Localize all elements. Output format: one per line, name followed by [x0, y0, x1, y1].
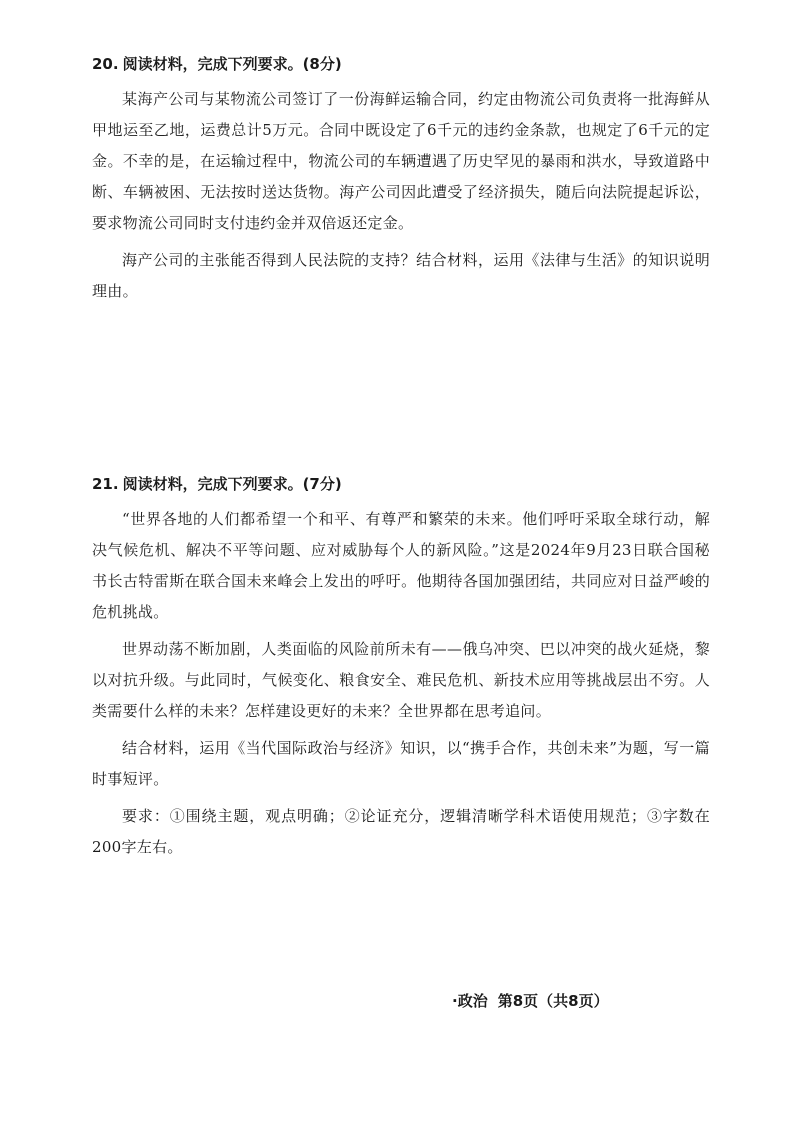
footer-page-number: 第8页（共8页）	[497, 992, 609, 1010]
question-20	[92, 54, 710, 313]
question-21-material-2: 世界动荡不断加剧，人类面临的风险前所未有——俄乌冲突、巴以冲突的战火延烧，黎以对抗升级。与此同时，气候变化、粮食安全、难民危机、新技术应用等挑战层出不穷。人类需要什么样的未来？怎样建设更好的未来？全世界都在思考追问。	[92, 640, 710, 720]
question-21-title	[92, 474, 710, 494]
question-20-prompt: 海产公司的主张能否得到人民法院的支持？结合材料，运用《法律与生活》的知识说明理由。	[92, 251, 710, 300]
question-20-instruction: 阅读材料，完成下列要求。(8分)	[122, 55, 342, 73]
question-21-requirements: 要求：①围绕主题，观点明确；②论证充分，逻辑清晰学科术语使用规范；③字数在200字左右。	[92, 807, 710, 856]
question-21-number: 21.	[92, 475, 119, 493]
question-21	[92, 474, 710, 869]
question-20-number: 20.	[92, 55, 119, 73]
question-21-material-1: “世界各地的人们都希望一个和平、有尊严和繁荣的未来。他们呼吁采取全球行动，解决气候危机、解决不平等问题、应对威胁每个人的新风险。”这是2024年9月23日联合国秘书长古特雷斯在联合国未来峰会上发出的呼吁。他期待各国加强团结，共同应对日益严峻的危机挑战。	[92, 510, 710, 621]
question-20-title	[92, 54, 710, 74]
question-21-prompt: 结合材料，运用《当代国际政治与经济》知识，以“携手合作，共创未来”为题，写一篇时事短评。	[92, 739, 710, 788]
question-21-instruction: 阅读材料，完成下列要求。(7分)	[122, 475, 342, 493]
footer-subject: ·政治	[452, 992, 488, 1010]
question-20-material: 某海产公司与某物流公司签订了一份海鲜运输合同，约定由物流公司负责将一批海鲜从甲地运至乙地，运费总计5万元。合同中既设定了6千元的违约金条款，也规定了6千元的定金。不幸的是，在运输过程中，物流公司的车辆遭遇了历史罕见的暴雨和洪水，导致道路中断、车辆被困、无法按时送达货物。海产公司因此遭受了经济损失，随后向法院提起诉讼，要求物流公司同时支付违约金并双倍返还定金。	[92, 90, 710, 232]
page-footer	[452, 990, 619, 1011]
